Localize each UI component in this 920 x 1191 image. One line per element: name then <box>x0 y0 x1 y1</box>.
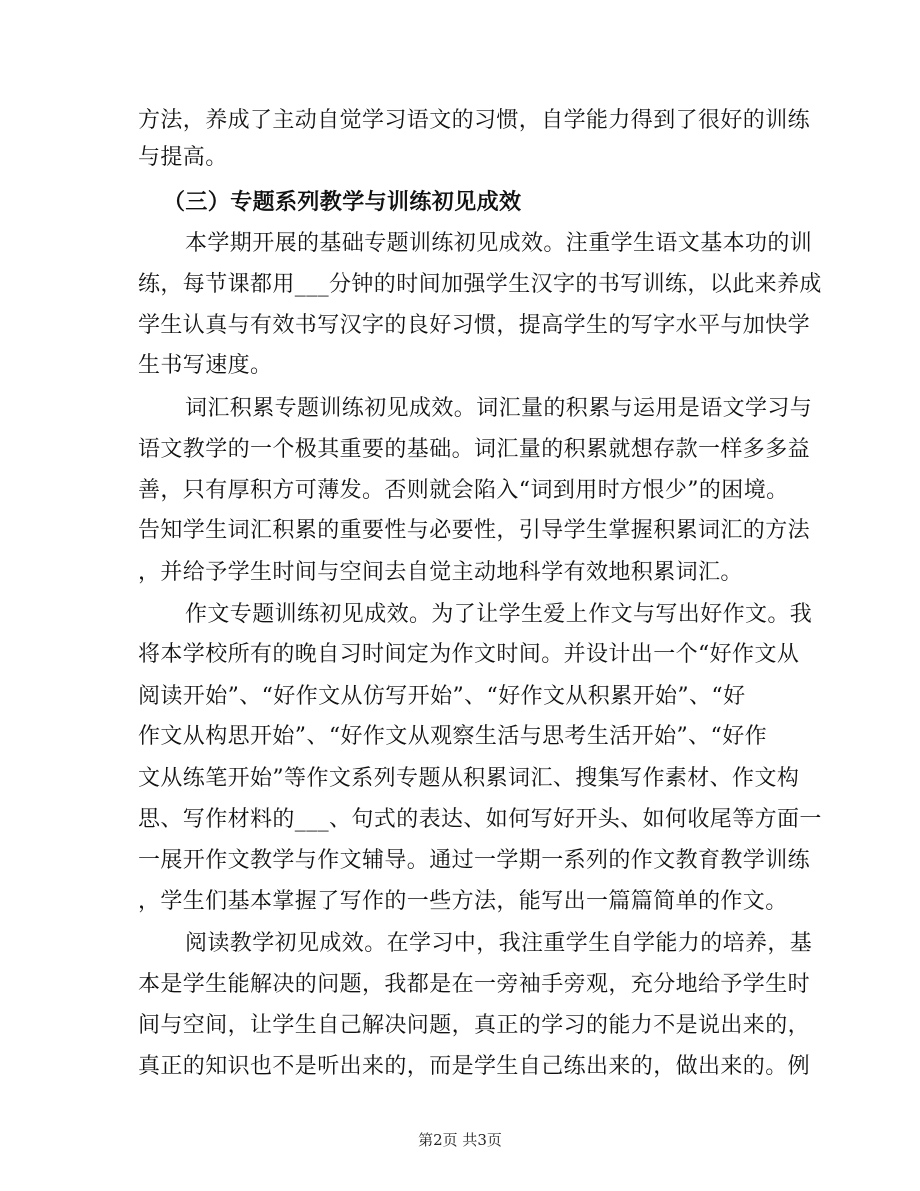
paragraph-line: 本学期开展的基础专题训练初见成效。注重学生语文基本功的训 <box>185 231 813 256</box>
paragraph-line: 阅读开始”、“好作文从仿写开始”、“好作文从积累开始”、“好 <box>138 684 746 709</box>
paragraph-line: 善，只有厚积方可薄发。否则就会陷入“词到用时方恨少”的困境。 <box>138 478 789 503</box>
paragraph-line: 阅读教学初见成效。在学习中，我注重学生自学能力的培养，基 <box>185 931 813 956</box>
paragraph-line: 间与空间，让学生自己解决问题，真正的学习的能力不是说出来的， <box>138 1013 811 1038</box>
paragraph-line: 词汇积累专题训练初见成效。词汇量的积累与运用是语文学习与 <box>185 396 813 421</box>
paragraph-line: 本是学生能解决的问题，我都是在一旁袖手旁观，充分地给予学生时 <box>138 972 811 997</box>
paragraph-line: 与提高。 <box>138 145 228 170</box>
paragraph-line: 练，每节课都用___分钟的时间加强学生汉字的书写训练，以此来养成 <box>138 272 822 297</box>
page-footer: 第2页 共3页 <box>418 1131 502 1149</box>
paragraph-line: 作文从构思开始”、“好作文从观察生活与思考生活开始”、“好作 <box>138 724 767 749</box>
paragraph-line: 方法，养成了主动自觉学习语文的习惯，自学能力得到了很好的训练 <box>138 108 811 133</box>
paragraph-line: ，学生们基本掌握了写作的一些方法，能写出一篇篇简单的作文。 <box>138 889 788 914</box>
paragraph-line: 语文教学的一个极其重要的基础。词汇量的积累就想存款一样多多益 <box>138 437 811 462</box>
paragraph-line: 告知学生词汇积累的重要性与必要性，引导学生掌握积累词汇的方法 <box>138 518 811 543</box>
paragraph-line: 将本学校所有的晚自习时间定为作文时间。并设计出一个“好作文从 <box>138 642 800 667</box>
paragraph-line: 学生认真与有效书写汉字的良好习惯，提高学生的写字水平与加快学 <box>138 313 811 338</box>
paragraph-line: ，并给予学生时间与空间去自觉主动地科学有效地积累词汇。 <box>138 560 743 585</box>
paragraph-line: 文从练笔开始”等作文系列专题从积累词汇、搜集写作素材、作文构 <box>138 766 800 791</box>
paragraph-line: 作文专题训练初见成效。为了让学生爱上作文与写出好作文。我 <box>185 602 813 627</box>
paragraph-line: 生书写速度。 <box>138 353 273 378</box>
section-heading: （三）专题系列教学与训练初见成效 <box>163 189 522 215</box>
paragraph-line: 一展开作文教学与作文辅导。通过一学期一系列的作文教育教学训练 <box>138 848 811 873</box>
paragraph-line: 真正的知识也不是听出来的，而是学生自己练出来的，做出来的。例 <box>138 1054 811 1079</box>
paragraph-line: 思、写作材料的___、句式的表达、如何写好开头、如何收尾等方面一 <box>138 807 822 832</box>
